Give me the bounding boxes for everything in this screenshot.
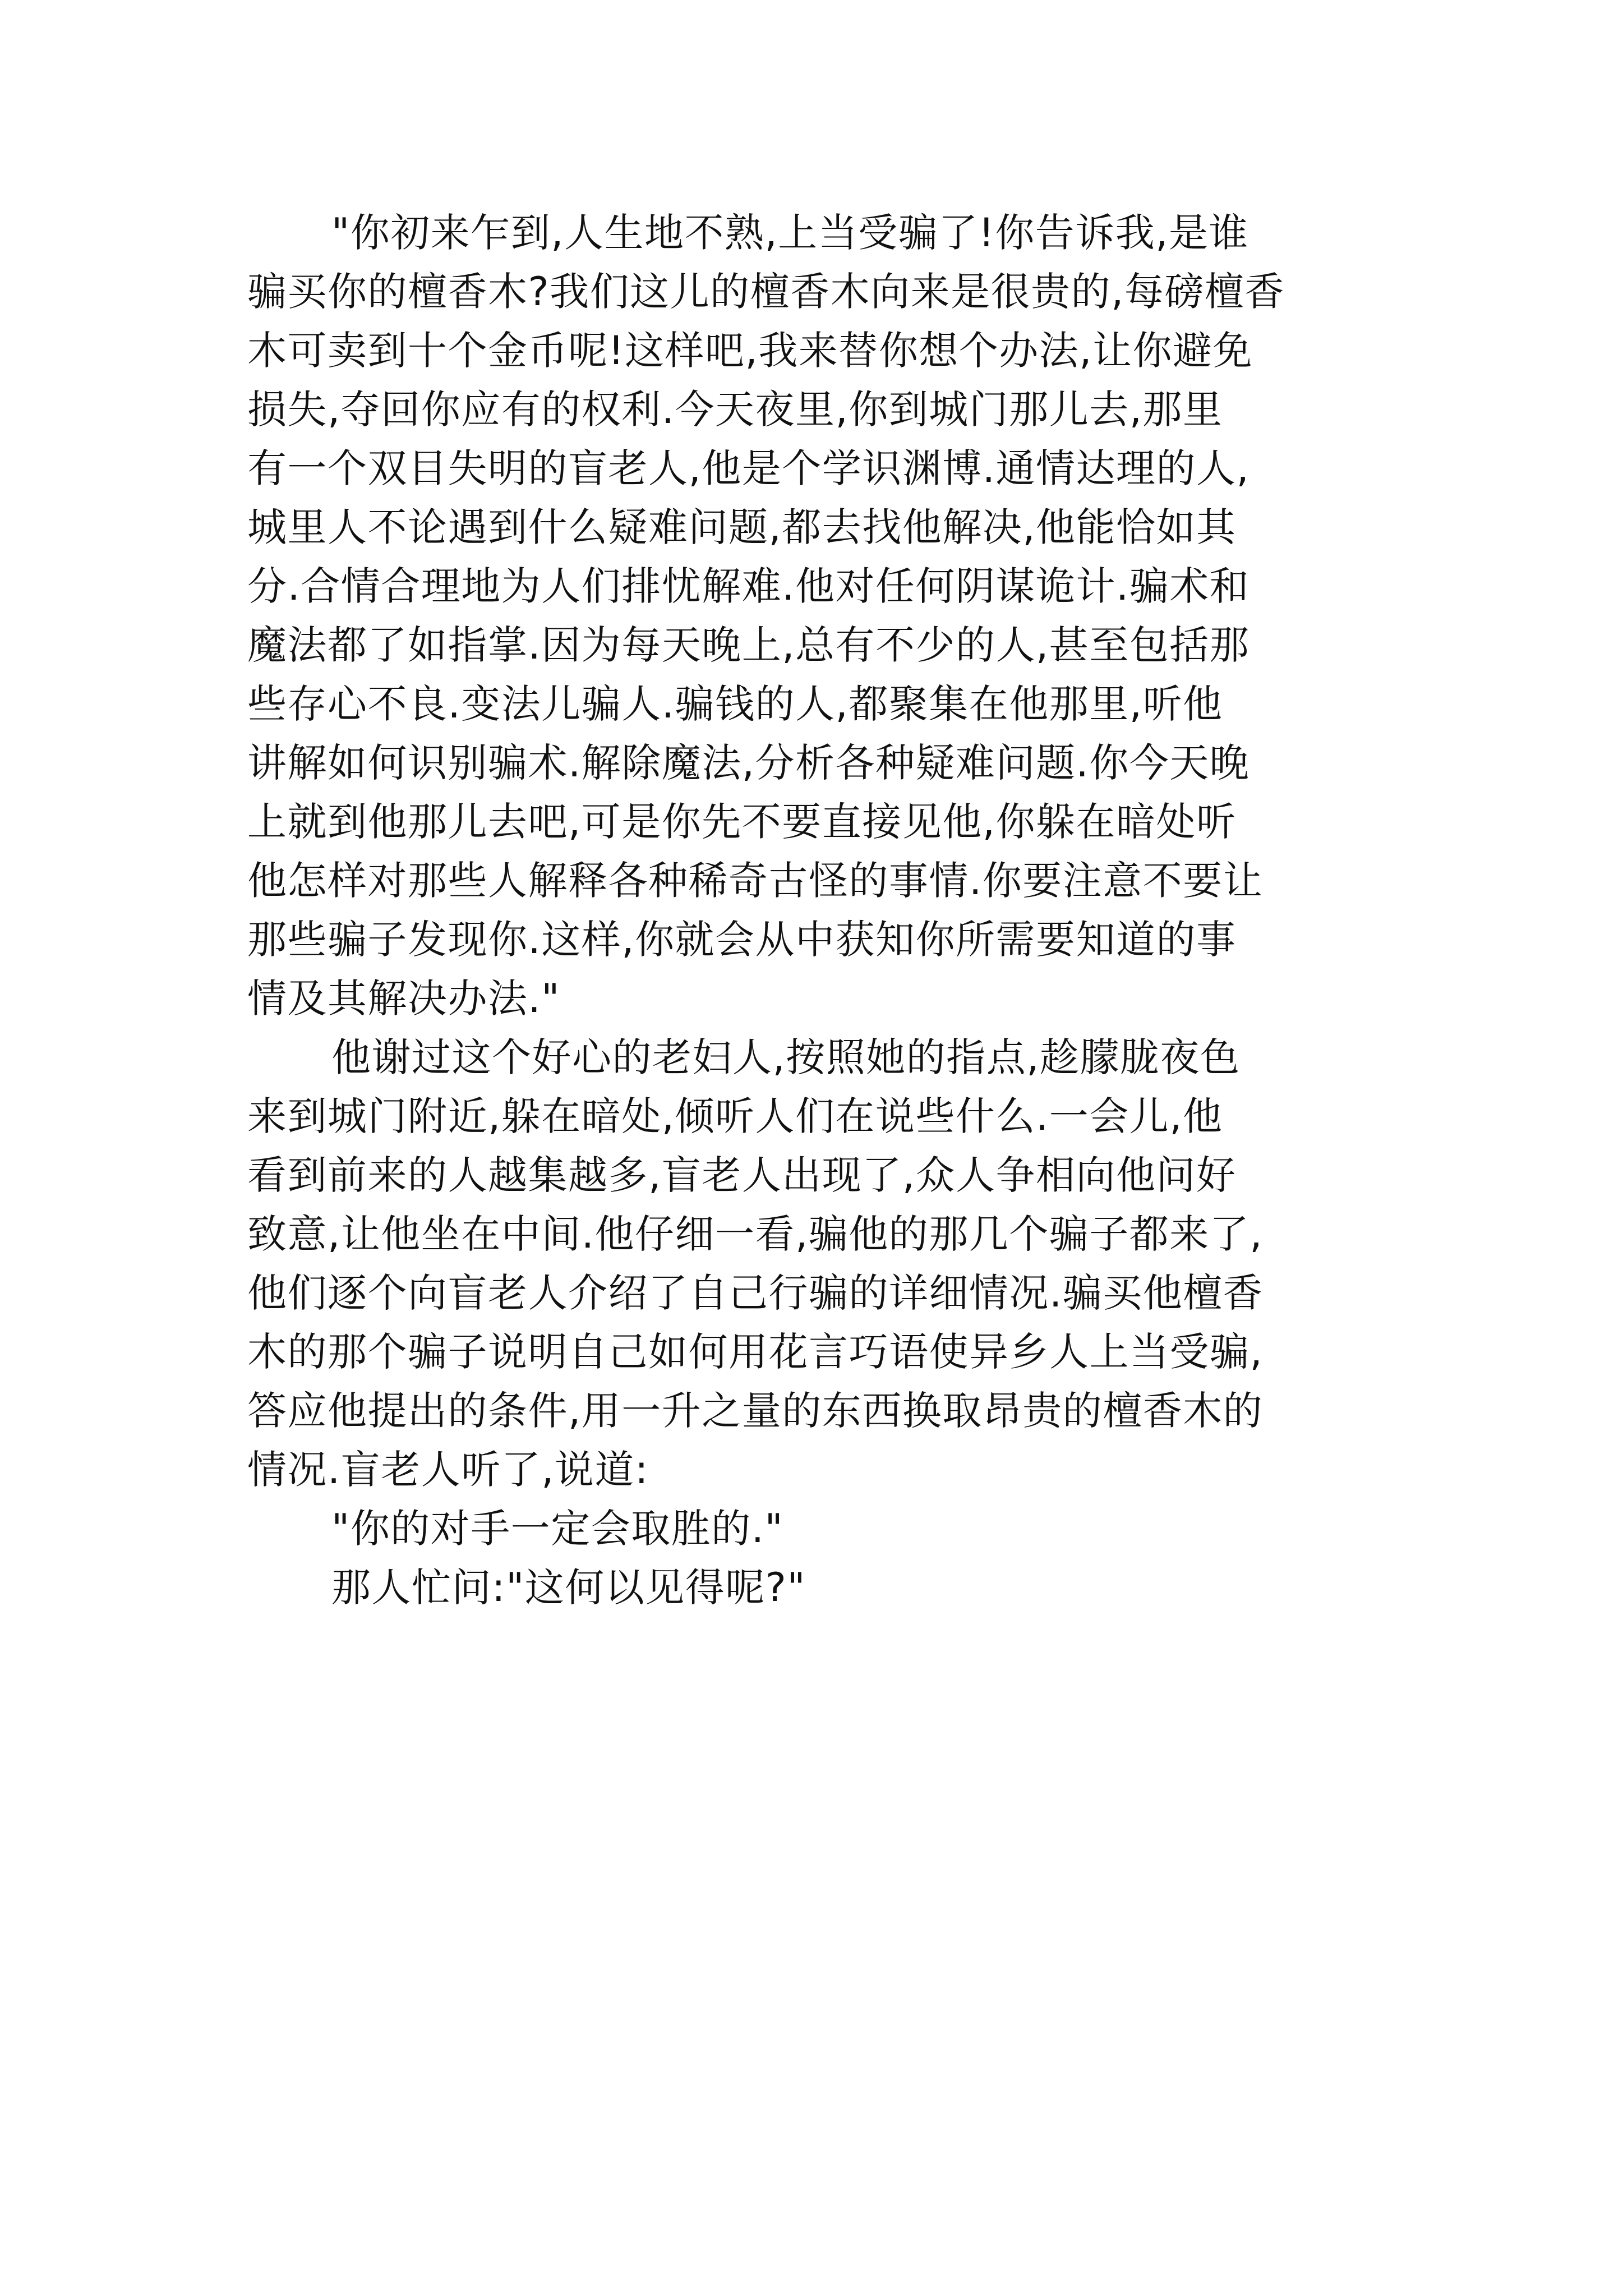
paragraph-2: [247, 1032, 1386, 1503]
text-line: 分.合情合理地为人们排忧解难.他对任何阴谋诡计.骗术和: [247, 563, 1250, 609]
text-line: 致意,让他坐在中间.他仔细一看,骗他的那几个骗子都来了,: [247, 1211, 1264, 1257]
text-line: 骗买你的檀香木?我们这儿的檀香木向来是很贵的,每磅檀香: [247, 269, 1285, 315]
text-line: 情及其解决办法.": [247, 976, 560, 1022]
text-line: 他谢过这个好心的老妇人,按照她的指点,趁朦胧夜色: [331, 1034, 1241, 1080]
text-line: 答应他提出的条件,用一升之量的东西换取昂贵的檀香木的: [247, 1388, 1264, 1434]
text-line: "你初来乍到,人生地不熟,上当受骗了!你告诉我,是谁: [331, 210, 1249, 256]
text-line: 木的那个骗子说明自己如何用花言巧语使异乡人上当受骗,: [247, 1329, 1264, 1375]
text-line: 他怎样对那些人解释各种稀奇古怪的事情.你要注意不要让: [247, 858, 1264, 904]
text-line: 魔法都了如指掌.因为每天晚上,总有不少的人,甚至包括那: [247, 622, 1250, 668]
text-line: 情况.盲老人听了,说道:: [247, 1447, 649, 1493]
text-line: 城里人不论遇到什么疑难问题,都去找他解决,他能恰如其: [247, 504, 1237, 550]
paragraph-1: [247, 208, 1386, 1032]
text-line: 看到前来的人越集越多,盲老人出现了,众人争相向他问好: [247, 1152, 1237, 1198]
paragraph-4: [247, 1562, 1386, 1621]
text-line: 损失,夺回你应有的权利.今天夜里,你到城门那儿去,那里: [247, 386, 1223, 432]
text-line: 上就到他那儿去吧,可是你先不要直接见他,你躲在暗处听: [247, 799, 1237, 845]
paragraph-3: [247, 1503, 1386, 1562]
text-line: 讲解如何识别骗术.解除魔法,分析各种疑难问题.你今天晚: [247, 740, 1250, 786]
body-text: [247, 208, 1386, 1621]
text-line: 那些骗子发现你.这样,你就会从中获知你所需要知道的事: [247, 917, 1237, 963]
text-line: 那人忙问:"这何以见得呢?": [331, 1565, 806, 1611]
text-line: 来到城门附近,躲在暗处,倾听人们在说些什么.一会儿,他: [247, 1093, 1223, 1139]
text-line: 有一个双目失明的盲老人,他是个学识渊博.通情达理的人,: [247, 445, 1250, 491]
text-line: 木可卖到十个金币呢!这样吧,我来替你想个办法,让你避免: [247, 328, 1253, 374]
text-line: "你的对手一定会取胜的.": [331, 1506, 784, 1552]
text-line: 些存心不良.变法儿骗人.骗钱的人,都聚集在他那里,听他: [247, 681, 1223, 727]
text-line: 他们逐个向盲老人介绍了自己行骗的详细情况.骗买他檀香: [247, 1270, 1264, 1316]
